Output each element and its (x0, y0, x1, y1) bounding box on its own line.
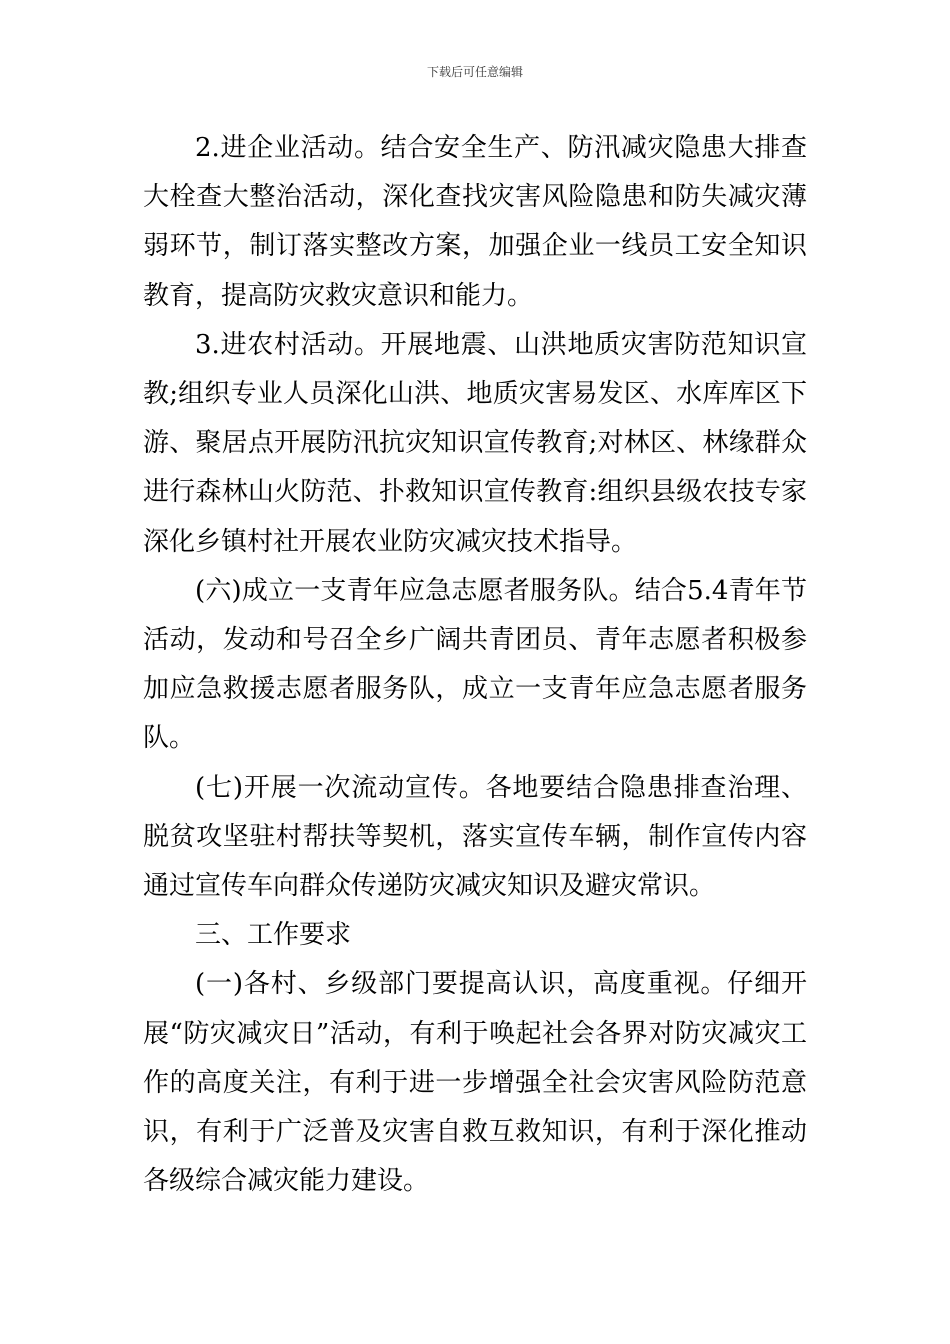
page-header-note: 下载后可任意编辑 (426, 65, 523, 79)
section-heading-work-requirements: 三、工作要求 (195, 920, 352, 951)
document-body (143, 124, 807, 1206)
paragraph-raise-awareness: (一)各村、乡级部门要提高认识，高度重视。仔细开展“防灾减灾日”活动，有利于唤起社会各界对防灾减灾工作的高度关注，有利于进一步增强全社会灾害风险防范意识，有利于广泛普及灾害自救互救知识，有利于深化推动各级综合减灾能力建设。 (143, 969, 807, 1197)
paragraph-enterprise-activity: 2.进企业活动。结合安全生产、防汛减灾隐患大排查大栓查大整治活动，深化查找灾害风险隐患和防失减灾薄弱环节，制订落实整改方案，加强企业一线员工安全知识教育，提高防灾救灾意识和能力。 (143, 133, 807, 311)
paragraph-rural-activity: 3.进农村活动。开展地震、山洪地质灾害防范知识宣教;组织专业人员深化山洪、地质灾害易发区、水库库区下游、聚居点开展防汛抗灾知识宣传教育;对林区、林缘群众进行森林山火防范、扑救知识宣传教育:组织县级农技专家深化乡镇村社开展农业防灾减灾技术指导。 (143, 329, 807, 557)
paragraph-youth-volunteer-team: (六)成立一支青年应急志愿者服务队。结合5.4青年节活动，发动和号召全乡广阔共青团员、青年志愿者积极参加应急救援志愿者服务队，成立一支青年应急志愿者服务队。 (143, 575, 807, 754)
paragraph-mobile-publicity: (七)开展一次流动宣传。各地要结合隐患排查治理、脱贫攻坚驻村帮扶等契机，落实宣传车辆，制作宣传内容通过宣传车向群众传递防灾减灾知识及避灾常识。 (143, 772, 807, 902)
